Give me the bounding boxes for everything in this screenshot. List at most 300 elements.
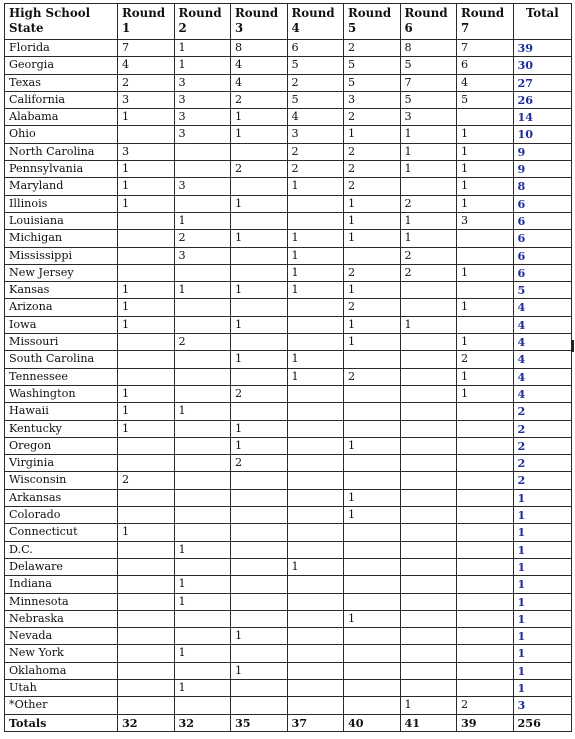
cell-round-7: 2	[457, 351, 514, 368]
cell-round-1	[118, 212, 175, 229]
cell-round-6	[400, 282, 457, 299]
cell-round-3	[231, 264, 288, 281]
cell-round-1	[118, 489, 175, 506]
cell-total: 1	[513, 610, 572, 627]
cell-state: Oklahoma	[5, 662, 118, 679]
cell-round-5	[344, 420, 401, 437]
cell-round-3: 1	[231, 351, 288, 368]
cell-round-6	[400, 299, 457, 316]
cell-state: Connecticut	[5, 524, 118, 541]
cell-state: Louisiana	[5, 212, 118, 229]
cell-round-4	[287, 628, 344, 645]
cell-round-7	[457, 679, 514, 696]
cell-round-5: 2	[344, 40, 401, 57]
cell-round-6: 3	[400, 109, 457, 126]
cell-round-5	[344, 662, 401, 679]
cell-round-6: 1	[400, 212, 457, 229]
cell-round-1	[118, 230, 175, 247]
cell-total: 1	[513, 489, 572, 506]
cell-round-5: 2	[344, 143, 401, 160]
cell-round-7: 1	[457, 264, 514, 281]
cell-round-2	[174, 437, 231, 454]
cell-state: Nevada	[5, 628, 118, 645]
cell-total: 1	[513, 679, 572, 696]
cell-state: Wisconsin	[5, 472, 118, 489]
table-row	[5, 91, 572, 108]
cell-state: Delaware	[5, 558, 118, 575]
cell-total: 4	[513, 316, 572, 333]
cell-round-7: 1	[457, 385, 514, 402]
cell-round-5	[344, 524, 401, 541]
cell-round-1: 3	[118, 143, 175, 160]
cell-round-4: 4	[287, 109, 344, 126]
cell-round-3	[231, 368, 288, 385]
cell-round-1: 3	[118, 91, 175, 108]
table-row	[5, 420, 572, 437]
table-row	[5, 541, 572, 558]
cell-total: 4	[513, 385, 572, 402]
cell-round-5: 2	[344, 368, 401, 385]
cell-round-3: 1	[231, 316, 288, 333]
cell-round-1: 1	[118, 524, 175, 541]
cell-round-5	[344, 679, 401, 696]
cell-round-4	[287, 212, 344, 229]
cell-total: 6	[513, 230, 572, 247]
cell-round-4: 3	[287, 126, 344, 143]
cell-total: 1	[513, 541, 572, 558]
cell-round-4	[287, 541, 344, 558]
cell-round-3: 4	[231, 57, 288, 74]
table-row	[5, 489, 572, 506]
cell-round-2	[174, 351, 231, 368]
cell-round-4	[287, 610, 344, 627]
cell-round-6	[400, 472, 457, 489]
cell-state: Colorado	[5, 507, 118, 524]
cell-round-5: 1	[344, 334, 401, 351]
cell-round-3	[231, 489, 288, 506]
cell-round-7	[457, 507, 514, 524]
cell-state: California	[5, 91, 118, 108]
cell-round-3	[231, 610, 288, 627]
cell-round-5	[344, 351, 401, 368]
cell-round-2: 3	[174, 247, 231, 264]
cell-round-5: 1	[344, 489, 401, 506]
cell-round-7	[457, 230, 514, 247]
cell-state: Ohio	[5, 126, 118, 143]
cell-round-3	[231, 697, 288, 714]
cell-round-3: 4	[231, 74, 288, 91]
table-row	[5, 195, 572, 212]
draft-by-state-table	[4, 3, 572, 732]
cell-state: Kentucky	[5, 420, 118, 437]
cell-round-5: 5	[344, 57, 401, 74]
totals-row	[5, 714, 572, 731]
cell-round-3	[231, 558, 288, 575]
cell-round-6	[400, 334, 457, 351]
header-state: High School State	[5, 4, 118, 40]
cell-state: Utah	[5, 679, 118, 696]
cell-total: 4	[513, 351, 572, 368]
cell-round-2	[174, 455, 231, 472]
header-round-6: Round 6	[400, 4, 457, 40]
cell-state: Michigan	[5, 230, 118, 247]
cell-round-3: 2	[231, 91, 288, 108]
cell-round-6: 5	[400, 57, 457, 74]
totals-label: Totals	[5, 714, 118, 731]
cell-round-5: 2	[344, 299, 401, 316]
cell-state: Oregon	[5, 437, 118, 454]
cell-round-7: 5	[457, 91, 514, 108]
cell-round-1: 7	[118, 40, 175, 57]
cell-round-6	[400, 662, 457, 679]
cell-round-6	[400, 524, 457, 541]
cell-total: 1	[513, 662, 572, 679]
cell-round-5: 1	[344, 610, 401, 627]
cell-round-3	[231, 507, 288, 524]
cell-round-7	[457, 645, 514, 662]
cell-round-5: 2	[344, 109, 401, 126]
cell-total: 9	[513, 143, 572, 160]
cell-total: 1	[513, 576, 572, 593]
cell-round-7	[457, 403, 514, 420]
cell-total: 1	[513, 593, 572, 610]
cell-round-4	[287, 299, 344, 316]
cell-round-1	[118, 247, 175, 264]
cell-round-7: 7	[457, 40, 514, 57]
cell-total: 8	[513, 178, 572, 195]
cell-round-4	[287, 420, 344, 437]
cell-round-7	[457, 420, 514, 437]
cell-round-5: 1	[344, 437, 401, 454]
cell-round-4: 2	[287, 161, 344, 178]
cell-round-6	[400, 368, 457, 385]
cell-round-7: 1	[457, 195, 514, 212]
cell-round-3: 2	[231, 161, 288, 178]
cell-round-7	[457, 524, 514, 541]
cell-round-7: 1	[457, 299, 514, 316]
table-row	[5, 299, 572, 316]
cell-total: 2	[513, 403, 572, 420]
cell-round-6	[400, 593, 457, 610]
cell-round-2: 2	[174, 334, 231, 351]
cell-round-5: 1	[344, 195, 401, 212]
cell-round-1	[118, 334, 175, 351]
cell-round-4	[287, 593, 344, 610]
cell-round-3	[231, 299, 288, 316]
cell-total: 4	[513, 299, 572, 316]
cell-round-4	[287, 662, 344, 679]
cell-round-5: 2	[344, 161, 401, 178]
cell-state: D.C.	[5, 541, 118, 558]
cell-round-4	[287, 316, 344, 333]
header-round-7: Round 7	[457, 4, 514, 40]
cell-round-1	[118, 455, 175, 472]
cell-total: 2	[513, 455, 572, 472]
cell-round-6: 7	[400, 74, 457, 91]
table-row	[5, 316, 572, 333]
cell-round-2	[174, 558, 231, 575]
cell-round-5: 1	[344, 316, 401, 333]
cell-round-5: 2	[344, 264, 401, 281]
cell-round-2	[174, 385, 231, 402]
cell-round-6: 1	[400, 126, 457, 143]
totals-round-1: 32	[118, 714, 175, 731]
cell-round-3: 2	[231, 455, 288, 472]
table-row	[5, 576, 572, 593]
cell-round-7	[457, 576, 514, 593]
table-row	[5, 437, 572, 454]
cell-round-2	[174, 697, 231, 714]
table-row	[5, 57, 572, 74]
cell-round-2: 3	[174, 109, 231, 126]
table-row	[5, 109, 572, 126]
cell-round-1: 1	[118, 109, 175, 126]
cell-round-5: 1	[344, 212, 401, 229]
table-row	[5, 628, 572, 645]
cell-round-1: 1	[118, 316, 175, 333]
table-row	[5, 334, 572, 351]
table-row	[5, 368, 572, 385]
cell-round-2	[174, 507, 231, 524]
cell-round-6	[400, 628, 457, 645]
cell-state: Nebraska	[5, 610, 118, 627]
table-row	[5, 385, 572, 402]
cell-state: Arizona	[5, 299, 118, 316]
cell-round-7	[457, 610, 514, 627]
cell-round-7	[457, 489, 514, 506]
cell-round-7	[457, 662, 514, 679]
cell-state: Florida	[5, 40, 118, 57]
cell-round-7: 1	[457, 161, 514, 178]
cell-state: Indiana	[5, 576, 118, 593]
cell-round-1: 4	[118, 57, 175, 74]
cell-round-6	[400, 576, 457, 593]
cell-round-6: 1	[400, 316, 457, 333]
cell-round-2	[174, 368, 231, 385]
table-row	[5, 662, 572, 679]
cell-round-1: 2	[118, 472, 175, 489]
cell-round-1: 2	[118, 74, 175, 91]
cell-round-7	[457, 437, 514, 454]
table-row	[5, 282, 572, 299]
cell-round-5	[344, 593, 401, 610]
cell-round-7	[457, 247, 514, 264]
cell-round-7: 4	[457, 74, 514, 91]
table-row	[5, 593, 572, 610]
cell-round-4: 1	[287, 282, 344, 299]
table-row	[5, 351, 572, 368]
cell-round-2: 1	[174, 40, 231, 57]
cell-round-6: 1	[400, 230, 457, 247]
cell-round-3	[231, 472, 288, 489]
cell-round-3: 1	[231, 126, 288, 143]
cell-total: 5	[513, 282, 572, 299]
cell-state: Georgia	[5, 57, 118, 74]
cell-total: 1	[513, 524, 572, 541]
cell-round-1	[118, 368, 175, 385]
cell-round-7: 1	[457, 368, 514, 385]
totals-round-3: 35	[231, 714, 288, 731]
cell-round-2: 1	[174, 57, 231, 74]
cell-total: 1	[513, 558, 572, 575]
totals-round-6: 41	[400, 714, 457, 731]
cell-round-6	[400, 351, 457, 368]
cell-round-6	[400, 507, 457, 524]
header-row	[5, 4, 572, 40]
table-row	[5, 558, 572, 575]
cell-round-2: 3	[174, 91, 231, 108]
cell-round-5: 5	[344, 74, 401, 91]
cell-round-3: 2	[231, 385, 288, 402]
cell-round-1	[118, 351, 175, 368]
table-row	[5, 161, 572, 178]
cell-round-1: 1	[118, 282, 175, 299]
cell-round-2: 1	[174, 593, 231, 610]
cell-round-3: 8	[231, 40, 288, 57]
table-row	[5, 264, 572, 281]
edge-mark	[571, 340, 574, 352]
cell-round-7	[457, 541, 514, 558]
cell-round-4: 1	[287, 558, 344, 575]
cell-round-4	[287, 472, 344, 489]
cell-round-1: 1	[118, 178, 175, 195]
cell-round-2	[174, 299, 231, 316]
cell-round-2: 1	[174, 212, 231, 229]
cell-total: 2	[513, 437, 572, 454]
cell-round-1: 1	[118, 403, 175, 420]
cell-state: New York	[5, 645, 118, 662]
cell-round-4: 5	[287, 91, 344, 108]
cell-round-7: 2	[457, 697, 514, 714]
cell-round-1	[118, 576, 175, 593]
cell-state: Virginia	[5, 455, 118, 472]
cell-round-1: 1	[118, 420, 175, 437]
cell-state: Minnesota	[5, 593, 118, 610]
cell-total: 4	[513, 334, 572, 351]
cell-round-1: 1	[118, 195, 175, 212]
cell-round-2	[174, 420, 231, 437]
table-row	[5, 455, 572, 472]
cell-round-5	[344, 455, 401, 472]
cell-round-4	[287, 195, 344, 212]
cell-round-6: 1	[400, 161, 457, 178]
cell-state: South Carolina	[5, 351, 118, 368]
cell-round-6: 1	[400, 143, 457, 160]
cell-total: 3	[513, 697, 572, 714]
cell-round-6	[400, 455, 457, 472]
cell-round-1	[118, 593, 175, 610]
totals-round-5: 40	[344, 714, 401, 731]
cell-round-2: 1	[174, 645, 231, 662]
cell-total: 6	[513, 264, 572, 281]
totals-round-2: 32	[174, 714, 231, 731]
table-row	[5, 645, 572, 662]
cell-round-6	[400, 541, 457, 558]
table-row	[5, 524, 572, 541]
cell-round-5	[344, 541, 401, 558]
table-row	[5, 507, 572, 524]
cell-round-2	[174, 143, 231, 160]
cell-round-5: 1	[344, 507, 401, 524]
cell-round-1	[118, 697, 175, 714]
cell-round-4	[287, 507, 344, 524]
cell-round-3	[231, 247, 288, 264]
cell-round-7: 6	[457, 57, 514, 74]
cell-round-1	[118, 541, 175, 558]
cell-round-4: 5	[287, 57, 344, 74]
cell-round-1	[118, 610, 175, 627]
totals-grand-total: 256	[513, 714, 572, 731]
cell-round-4	[287, 403, 344, 420]
cell-state: Pennsylvania	[5, 161, 118, 178]
cell-round-2: 1	[174, 403, 231, 420]
cell-round-4	[287, 576, 344, 593]
cell-round-5	[344, 697, 401, 714]
cell-round-1	[118, 662, 175, 679]
cell-round-6: 2	[400, 264, 457, 281]
table-row	[5, 679, 572, 696]
cell-round-6	[400, 610, 457, 627]
header-round-3: Round 3	[231, 4, 288, 40]
cell-round-4	[287, 697, 344, 714]
cell-round-4	[287, 334, 344, 351]
cell-round-7	[457, 316, 514, 333]
cell-round-7	[457, 628, 514, 645]
cell-round-4: 1	[287, 178, 344, 195]
cell-round-7: 1	[457, 143, 514, 160]
cell-state: Iowa	[5, 316, 118, 333]
totals-round-7: 39	[457, 714, 514, 731]
cell-round-2	[174, 161, 231, 178]
cell-round-4	[287, 385, 344, 402]
table-row	[5, 403, 572, 420]
cell-round-1: 1	[118, 385, 175, 402]
cell-round-7	[457, 558, 514, 575]
cell-round-4	[287, 437, 344, 454]
table-row	[5, 40, 572, 57]
cell-round-5: 2	[344, 178, 401, 195]
cell-round-5	[344, 403, 401, 420]
cell-round-1	[118, 679, 175, 696]
draft-table-frame	[4, 3, 571, 736]
cell-round-3: 1	[231, 662, 288, 679]
cell-round-6	[400, 178, 457, 195]
cell-state: Kansas	[5, 282, 118, 299]
cell-state: Missouri	[5, 334, 118, 351]
cell-round-3: 1	[231, 628, 288, 645]
cell-total: 14	[513, 109, 572, 126]
cell-state: Hawaii	[5, 403, 118, 420]
cell-total: 30	[513, 57, 572, 74]
cell-total: 6	[513, 195, 572, 212]
cell-round-3: 1	[231, 437, 288, 454]
cell-round-4: 1	[287, 230, 344, 247]
cell-round-3	[231, 143, 288, 160]
cell-total: 26	[513, 91, 572, 108]
cell-round-6	[400, 437, 457, 454]
cell-round-3	[231, 576, 288, 593]
table-row	[5, 610, 572, 627]
cell-state: Alabama	[5, 109, 118, 126]
cell-state: Maryland	[5, 178, 118, 195]
cell-total: 27	[513, 74, 572, 91]
cell-round-6	[400, 645, 457, 662]
cell-round-5	[344, 628, 401, 645]
cell-round-4: 1	[287, 351, 344, 368]
cell-round-4: 2	[287, 74, 344, 91]
cell-round-2	[174, 316, 231, 333]
cell-round-6	[400, 420, 457, 437]
